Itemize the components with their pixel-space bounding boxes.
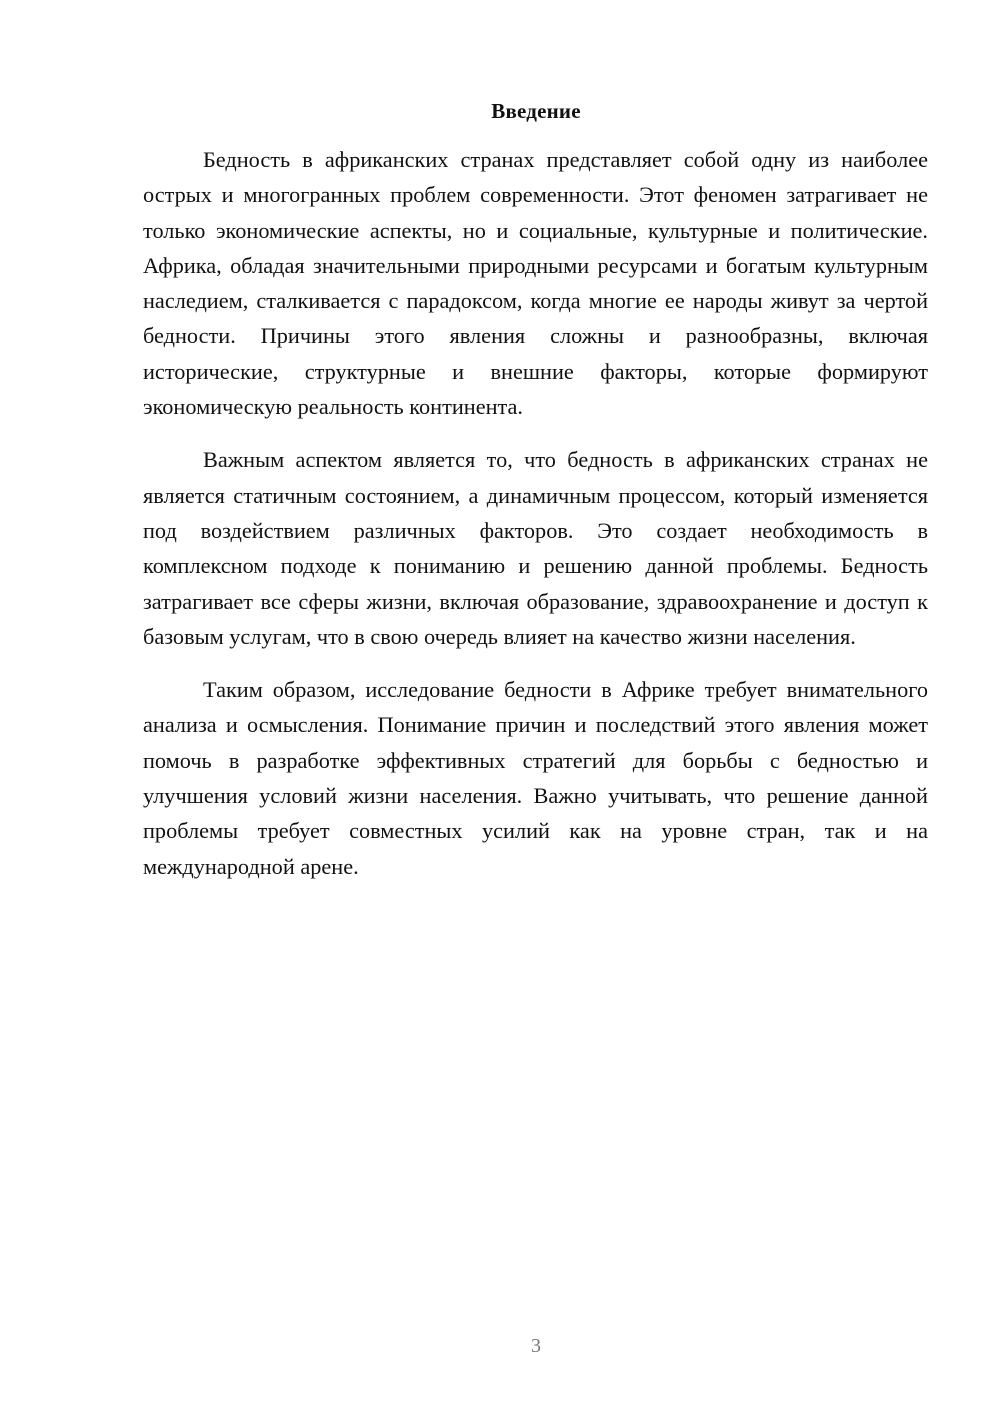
- paragraph-1: Бедность в африканских странах представляет собой одну из наиболее острых и многогранных проблем современности. Этот феномен затрагивает не только экономические аспекты, но и социальные, культурные и политические. Африка, обладая значительными природными ресурсами и богатым культурным наследием, сталкивается с парадоксом, когда многие ее народы живут за чертой бедности. Причины этого явления сложны и разнообразны, включая исторические, структурные и внешние факторы, которые формируют экономическую реальность континента.: [143, 147, 928, 420]
- paragraph-3: Таким образом, исследование бедности в Африке требует внимательного анализа и осмысления. Понимание причин и последствий этого явления может помочь в разработке эффективных стратегий для борьбы с бедностью и улучшения условий жизни населения. Важно учитывать, что решение данной проблемы требует совместных усилий как на уровне стран, так и на международной арене.: [143, 677, 928, 879]
- paragraph-2: Важным аспектом является то, что бедность в африканских странах не является статичным состоянием, а динамичным процессом, который изменяется под воздействием различных факторов. Это создает необходимость в комплексном подходе к пониманию и решению данной проблемы. Бедность затрагивает все сферы жизни, включая образование, здравоохранение и доступ к базовым услугам, что в свою очередь влияет на качество жизни населения.: [143, 447, 928, 649]
- page-number: 3: [531, 1335, 541, 1357]
- section-title: Введение: [491, 99, 581, 123]
- body-text: [143, 142, 928, 902]
